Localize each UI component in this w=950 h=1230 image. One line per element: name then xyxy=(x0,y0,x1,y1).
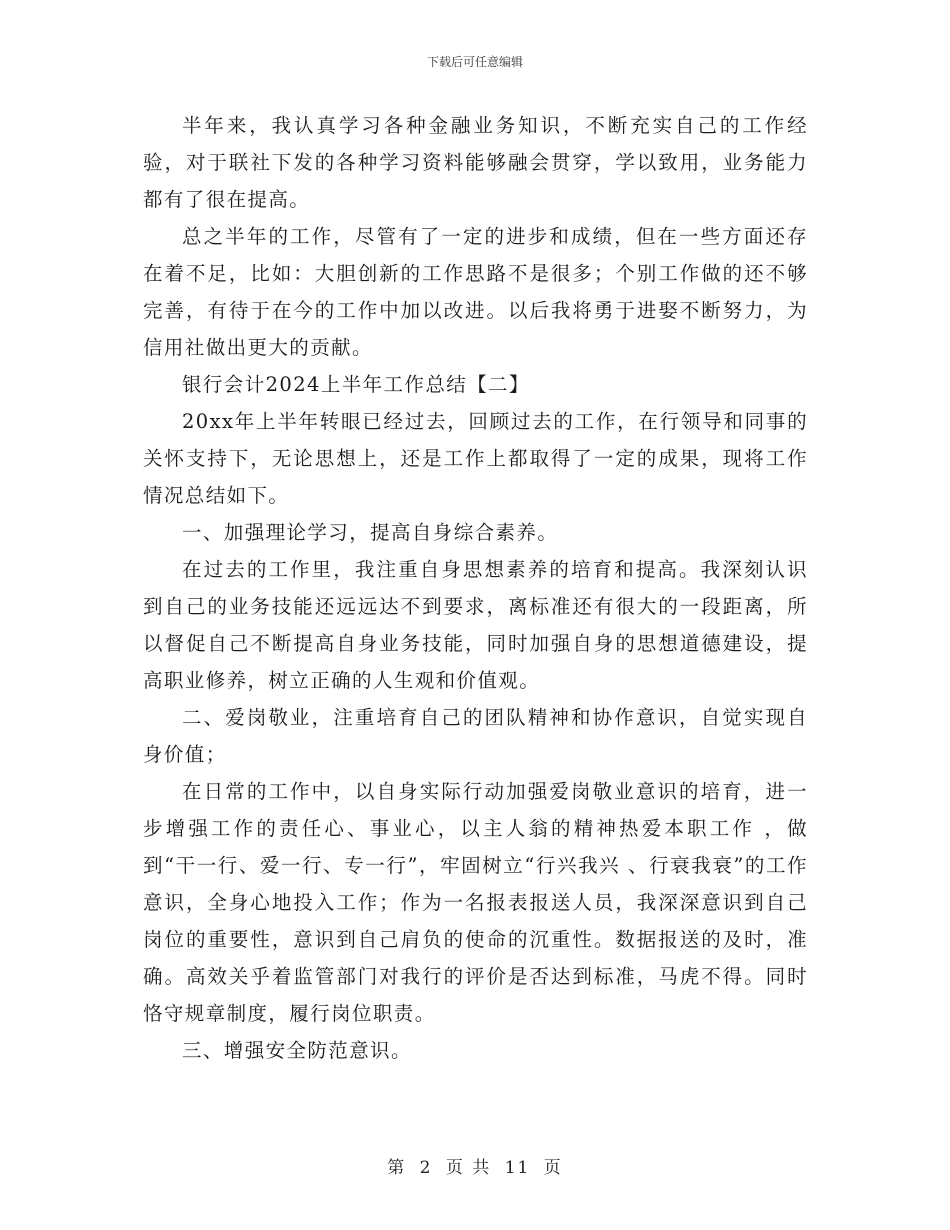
total-pages: 11 xyxy=(504,1158,531,1178)
section-heading: 一、加强理论学习，提高自身综合素养。 xyxy=(182,521,559,544)
paragraph: 在过去的工作里，我注重自身思想素养的培育和提高。我深刻认识到自己的业务技能还远远达不到要求，离标准还有很大的一段距离，所以督促自己不断提高自身业务技能，同时加强自身的思想道德建设，提高职业修养，树立正确的人生观和价值观。 xyxy=(143,558,808,692)
document-body xyxy=(143,107,808,1069)
page-number: 2 xyxy=(419,1158,433,1178)
paragraph: 半年来，我认真学习各种金融业务知识，不断充实自己的工作经验，对于联社下发的各种学习资料能够融会贯穿，学以致用，业务能力都有了很在提高。 xyxy=(143,114,808,211)
paragraph: 总之半年的工作，尽管有了一定的进步和成绩，但在一些方面还存在着不足，比如：大胆创新的工作思路不是很多；个别工作做的还不够完善，有待于在今的工作中加以改进。以后我将勇于进娶不断努力，为信用社做出更大的贡献。 xyxy=(143,225,808,359)
footer-suffix: 页 xyxy=(543,1158,563,1178)
page-footer xyxy=(0,1153,950,1178)
section-heading: 三、增强安全防范意识。 xyxy=(182,1039,412,1062)
section-heading: 银行会计2024上半年工作总结【二】 xyxy=(182,373,530,396)
section-heading: 二、爱岗敬业，注重培育自己的团队精神和协作意识，自觉实现自身价值； xyxy=(143,706,808,766)
paragraph: 在日常的工作中，以自身实际行动加强爱岗敬业意识的培育，进一步增强工作的责任心、事业心，以主人翁的精神热爱本职工作 ，做到“干一行、爱一行、专一行”，牢固树立“行兴我兴 、行衰我衰”的工作意识，全身心地投入工作；作为一名报表报送人员，我深深意识到自己岗位的重要性，意识到自己肩负的使命的沉重性。数据报送的及时，准确。高效关乎着监管部门对我行的评价是否达到标准，马虎不得。同时恪守规章制度，履行岗位职责。 xyxy=(143,780,808,1025)
page-header-note: 下载后可任意编辑 xyxy=(426,55,523,69)
footer-prefix: 第 xyxy=(387,1158,407,1178)
paragraph: 20xx年上半年转眼已经过去，回顾过去的工作，在行领导和同事的关怀支持下，无论思想上，还是工作上都取得了一定的成果，现将工作情况总结如下。 xyxy=(143,410,808,507)
footer-middle: 页 共 xyxy=(445,1158,492,1178)
